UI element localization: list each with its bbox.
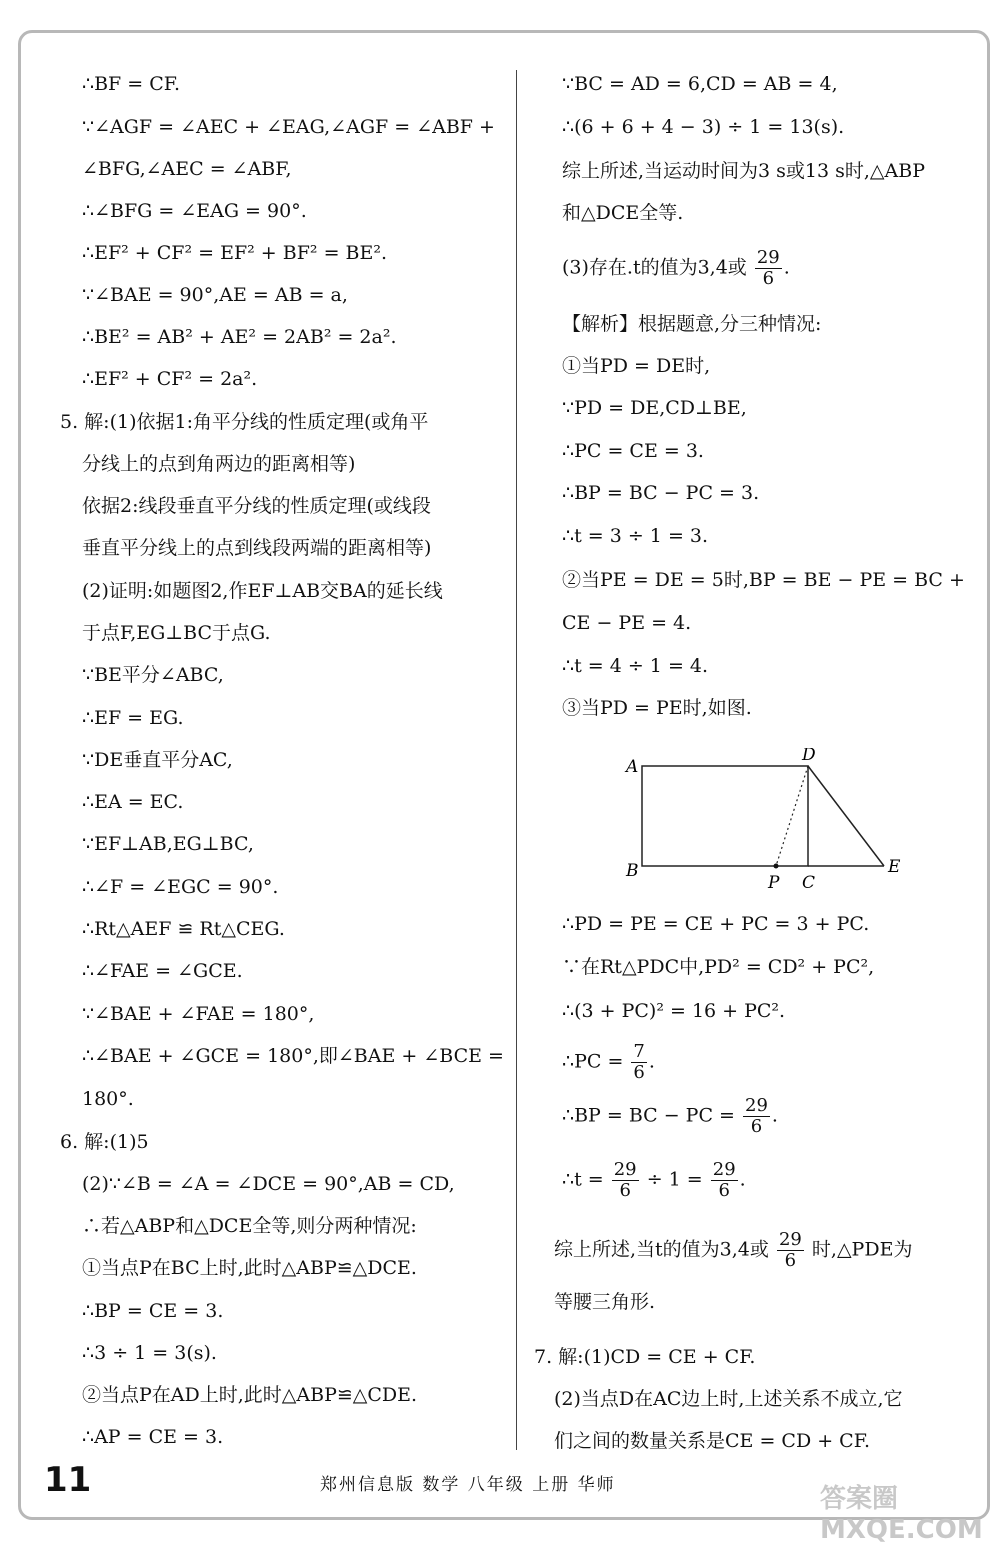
text-line: (2)证明:如题图2,作EF⊥AB交BA的延长线 xyxy=(82,580,443,602)
pc-equation: ∴PC = $\frac{7}{6}$ . xyxy=(562,1041,655,1083)
text-line: 等腰三角形. xyxy=(554,1291,656,1313)
conclusion: 综上所述,当t的值为3,4或 $\frac{29}{6}$ 时,△PDE为 xyxy=(554,1229,913,1271)
text-line: (2)∵∠B = ∠A = ∠DCE = 90°,AB = CD, xyxy=(82,1173,455,1195)
geometry-figure xyxy=(612,748,912,888)
text-line: ∵∠AGF = ∠AEC + ∠EAG,∠AGF = ∠ABF + xyxy=(82,116,495,138)
segment-de xyxy=(808,766,884,866)
text-line: ①当点P在BC上时,此时△ABP≌△DCE. xyxy=(82,1257,417,1279)
column-divider xyxy=(516,70,517,1450)
text-line: ③当PD = PE时,如图. xyxy=(562,697,752,719)
label-d: D xyxy=(802,748,816,765)
text-line: ∴BP = BC − PC = 3. xyxy=(562,482,760,504)
question-7: 7. 解:(1)CD = CE + CF. xyxy=(534,1346,756,1368)
label-a: A xyxy=(626,757,639,777)
text-line: ②当点P在AD上时,此时△ABP≌△CDE. xyxy=(82,1384,418,1406)
text-line: ∴EA = EC. xyxy=(82,791,184,813)
text-line: ②当PE = DE = 5时,BP = BE − PE = BC + xyxy=(562,569,965,591)
text-line: ∴t = 3 ÷ 1 = 3. xyxy=(562,525,709,547)
text-line: ∵∠BAE = 90°,AE = AB = a, xyxy=(82,284,348,306)
t-equation: ∴t = $\frac{29}{6}$ ÷ 1 = $\frac{29}{6}$ . xyxy=(562,1159,746,1201)
text-line: ∴PC = CE = 3. xyxy=(562,440,704,462)
text-line: 180°. xyxy=(82,1088,134,1110)
text-line: ∴3 ÷ 1 = 3(s). xyxy=(82,1342,217,1364)
text-line: ∴BP = CE = 3. xyxy=(82,1300,224,1322)
label-p: P xyxy=(768,873,780,888)
analysis-heading: 【解析】根据题意,分三种情况: xyxy=(562,313,822,335)
text-line: ∴∠F = ∠EGC = 90°. xyxy=(82,876,279,898)
segment-pd xyxy=(776,766,808,866)
text-line: 垂直平分线上的点到线段两端的距离相等) xyxy=(82,537,432,559)
text-line: ∵PD = DE,CD⊥BE, xyxy=(562,397,747,419)
text-line: ∴∠BAE + ∠GCE = 180°,即∠BAE + ∠BCE = xyxy=(82,1045,504,1067)
text-line: ∴Rt△AEF ≌ Rt△CEG. xyxy=(82,918,285,940)
bp-equation: ∴BP = BC − PC = $\frac{29}{6}$ . xyxy=(562,1095,778,1137)
answer-3: (3)存在.t的值为3,4或 $\frac{29}{6}$ . xyxy=(562,247,790,289)
fraction: $\frac{7}{6}$ xyxy=(633,1041,645,1083)
text-line: ∵EF⊥AB,EG⊥BC, xyxy=(82,833,254,855)
text-line: ∴EF² + CF² = EF² + BF² = BE². xyxy=(82,242,388,264)
point-p xyxy=(774,864,779,869)
text-line: ∵∠BAE + ∠FAE = 180°, xyxy=(82,1003,315,1025)
text-line: ∵DE垂直平分AC, xyxy=(82,749,233,771)
text-line: ∴∠FAE = ∠GCE. xyxy=(82,960,243,982)
text-line: ∠BFG,∠AEC = ∠ABF, xyxy=(82,158,292,180)
fraction: $\frac{29}{6}$ xyxy=(613,1159,637,1201)
fraction: $\frac{29}{6}$ xyxy=(778,1229,802,1271)
text-line: ①当PD = DE时, xyxy=(562,355,711,377)
text-line: ∵BE平分∠ABC, xyxy=(82,664,224,686)
text-line: ∴t = 4 ÷ 1 = 4. xyxy=(562,655,709,677)
text-line: ∴若△ABP和△DCE全等,则分两种情况: xyxy=(82,1215,417,1237)
text-line: 和△DCE全等. xyxy=(562,202,684,224)
text-segment: (3)存在.t的值为3,4或 xyxy=(562,256,747,279)
text-line: ∴(6 + 6 + 4 − 3) ÷ 1 = 13(s). xyxy=(562,116,845,138)
text-line: ∴PD = PE = CE + PC = 3 + PC. xyxy=(562,913,870,935)
text-line: ∴∠BFG = ∠EAG = 90°. xyxy=(82,200,307,222)
text-line: 分线上的点到角两边的距离相等) xyxy=(82,453,356,475)
text-line: ∵在Rt△PDC中,PD² = CD² + PC², xyxy=(562,956,875,978)
text-line: ∴AP = CE = 3. xyxy=(82,1426,224,1448)
fraction: $\frac{29}{6}$ xyxy=(745,1095,768,1137)
text-line: ∴EF = EG. xyxy=(82,707,184,729)
question-5: 5. 解:(1)依据1:角平分线的性质定理(或角平 xyxy=(60,411,429,433)
text-line: 综上所述,当运动时间为3 s或13 s时,△ABP xyxy=(562,160,926,182)
text-line: 们之间的数量关系是CE = CD + CF. xyxy=(554,1430,870,1452)
label-b: B xyxy=(626,861,639,881)
text-line: ∴BF = CF. xyxy=(82,73,181,95)
rectangle-abcd xyxy=(642,766,808,866)
text-line: 于点F,EG⊥BC于点G. xyxy=(82,622,271,644)
text-line: 依据2:线段垂直平分线的性质定理(或线段 xyxy=(82,495,431,517)
text-line: ∴EF² + CF² = 2a². xyxy=(82,368,258,390)
page-number: 11 xyxy=(44,1460,92,1500)
footer-text: 郑州信息版 数学 八年级 上册 华师 xyxy=(320,1475,616,1495)
watermark: 答案圈 MXQE.COM xyxy=(820,1484,983,1545)
text-line: CE − PE = 4. xyxy=(562,612,692,634)
text-line: ∵BC = AD = 6,CD = AB = 4, xyxy=(562,73,838,95)
fraction: $\frac{29}{6}$ xyxy=(712,1159,736,1201)
label-e: E xyxy=(888,857,901,877)
text-line: ∴BE² = AB² + AE² = 2AB² = 2a². xyxy=(82,326,397,348)
text-line: ∴(3 + PC)² = 16 + PC². xyxy=(562,1000,786,1022)
text-line: (2)当点D在AC边上时,上述关系不成立,它 xyxy=(554,1388,903,1410)
label-c: C xyxy=(802,873,816,888)
question-6: 6. 解:(1)5 xyxy=(60,1131,149,1153)
fraction: $\frac{29}{6}$ xyxy=(756,247,780,289)
